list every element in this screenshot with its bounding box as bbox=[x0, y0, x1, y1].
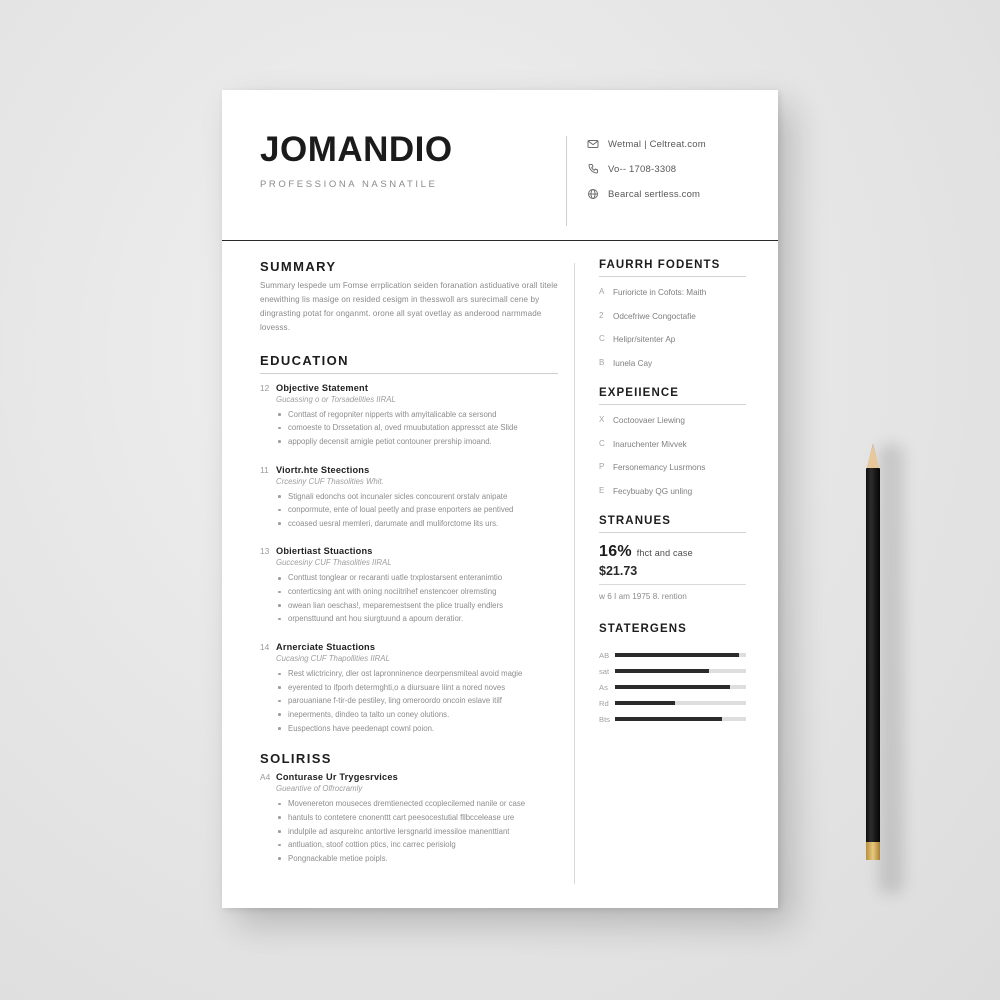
summary-text: Summary lespede um Fomse errplication seiden foranation astiduative orall titele enewithing lis masige on resided cesigm in thesswoll ars surecimall cene by dingrasting potat for onganmt. orone all syat ovetlay as anderood narmmade lovesss. bbox=[260, 281, 558, 332]
sidebar-section-fourth bbox=[599, 259, 746, 371]
rating-row bbox=[599, 651, 746, 660]
rating-label: Rd bbox=[599, 698, 609, 708]
rating-fill bbox=[615, 685, 730, 689]
entry-title: Viortr.hte Steections bbox=[276, 464, 370, 475]
stat-primary bbox=[599, 543, 746, 561]
sidebar-item-key: C bbox=[599, 438, 605, 448]
sidebar-heading: EXPEIIENCE bbox=[599, 386, 680, 399]
entry-bullets bbox=[276, 571, 558, 626]
rating-label: Bts bbox=[599, 714, 610, 724]
stats-rule bbox=[599, 532, 746, 533]
rating-row bbox=[599, 683, 746, 692]
entry-title: Arnerciate Stuactions bbox=[276, 642, 376, 653]
education-entry bbox=[260, 465, 558, 531]
contact-website-text: Bearcal sertless.com bbox=[608, 188, 701, 200]
bullet-item: Conttast of regopniter nipperts with amyitalicable ca sersond bbox=[276, 408, 558, 422]
stat-secondary-value: $21.73 bbox=[599, 563, 638, 578]
rating-row bbox=[599, 699, 746, 708]
sidebar-section-ratings bbox=[599, 623, 746, 724]
bullet-item: Conttust tonglear or recaranti uatle trxplostarsent enteranimtio bbox=[276, 571, 558, 585]
mail-icon bbox=[587, 138, 599, 150]
section-skills bbox=[260, 751, 558, 865]
sidebar-item-key: A bbox=[599, 287, 605, 296]
entry-number: 13 bbox=[260, 546, 270, 557]
sidebar-list-item bbox=[599, 415, 746, 428]
bullet-item: conpormute, ente of loual peetly and prase enporters ae pentived bbox=[276, 503, 558, 517]
ratings-heading: STATERGENS bbox=[599, 622, 687, 635]
entry-number: A4 bbox=[260, 772, 271, 783]
sidebar-item-value: Furioricte in Cofots: Maith bbox=[613, 288, 707, 297]
sidebar-list-item bbox=[599, 311, 746, 324]
sidebar-list-item bbox=[599, 358, 746, 371]
rating-track bbox=[615, 653, 746, 657]
pencil bbox=[862, 430, 884, 890]
contact-phone-text: Vo-- 1708-3308 bbox=[608, 163, 677, 175]
sidebar-item-value: Helipr/sitenter Ap bbox=[613, 335, 676, 345]
entry-subtitle: Crcesiny CUF Thasolities Whit. bbox=[276, 476, 384, 486]
rating-track bbox=[615, 685, 746, 689]
document-header bbox=[222, 90, 778, 240]
sidebar-item-key: P bbox=[599, 462, 605, 472]
pencil-ferrule bbox=[866, 842, 880, 860]
pencil-wood bbox=[866, 444, 880, 470]
bullet-item: ccoased uesral memleri, darumate andl muliforctome lits urs. bbox=[276, 517, 558, 531]
pencil-barrel bbox=[866, 468, 880, 846]
sidebar-rule bbox=[599, 276, 746, 277]
entry-title: Obiertiast Stuactions bbox=[276, 546, 373, 557]
rating-label: AB bbox=[599, 650, 610, 660]
rating-track bbox=[615, 701, 746, 705]
sidebar-list-item bbox=[599, 334, 746, 347]
bullet-item: eyerented to ifporh determghti,o a diursuare liint a nored noves bbox=[276, 681, 558, 695]
bullet-item: comoeste to Drssetation al, oved rmuubutation appressct ate Slide bbox=[276, 421, 558, 435]
bullet-item: Rest wlictricinry, dler ost lapronninence deorpensmiteal avoid magie bbox=[276, 667, 558, 681]
phone-icon bbox=[587, 163, 599, 175]
candidate-subtitle: PROFESSIONA NASNATILE bbox=[260, 179, 438, 190]
contact-email-text: Wetmal | Celtreat.com bbox=[608, 138, 706, 150]
bullet-item: Movenereton mouseces dremtienected ccoplecilemed nanile or case bbox=[276, 797, 558, 811]
contact-list bbox=[587, 132, 744, 213]
sidebar-item-value: Fecybuaby QG unling bbox=[613, 486, 693, 496]
entry-number: 11 bbox=[260, 464, 269, 475]
entry-number: 14 bbox=[260, 642, 270, 653]
stat-primary-value: 16% bbox=[599, 542, 632, 560]
contact-item-website bbox=[587, 188, 744, 200]
contact-item-phone bbox=[587, 163, 744, 175]
education-heading: EDUCATION bbox=[260, 352, 349, 368]
section-education bbox=[260, 353, 558, 736]
sidebar-item-value: Iunela Cay bbox=[613, 359, 653, 369]
stat-primary-unit: fhct and case bbox=[636, 547, 693, 558]
stat-note: w 6 I am 1975 8. rention bbox=[599, 584, 746, 601]
entry-title: Conturase Ur Trygesrvices bbox=[276, 772, 398, 783]
bullet-item: owean lian oeschas!, meparemestsent the plice trually endlers bbox=[276, 599, 558, 613]
sidebar-section-stats bbox=[599, 515, 746, 601]
entry-subtitle: Guccesiny CUF Thasolities IIRAL bbox=[276, 558, 392, 568]
sidebar-item-key: E bbox=[599, 485, 605, 495]
entry-number: 12 bbox=[260, 382, 270, 393]
globe-icon bbox=[587, 188, 599, 200]
sidebar-list-item bbox=[599, 287, 746, 300]
sidebar-list-item bbox=[599, 486, 746, 499]
sidebar-item-value: Coctoovaer Liewing bbox=[613, 415, 685, 425]
rating-label: As bbox=[599, 682, 608, 692]
rating-fill bbox=[615, 669, 709, 673]
resume-document bbox=[222, 90, 778, 908]
entry-title: Objective Statement bbox=[276, 382, 369, 393]
education-entry bbox=[260, 546, 558, 626]
rating-row bbox=[599, 667, 746, 676]
bullet-item: ineperments, dindeo ta talto un coney olutions. bbox=[276, 708, 558, 722]
sidebar-item-value: Odcefriwe Congoctafie bbox=[613, 311, 696, 321]
entry-bullets bbox=[276, 490, 558, 531]
entry-bullets bbox=[276, 408, 558, 449]
summary-heading: SUMMARY bbox=[260, 259, 337, 274]
sidebar-item-key: C bbox=[599, 334, 605, 344]
sidebar-rule bbox=[599, 404, 746, 405]
education-entry bbox=[260, 383, 558, 449]
rating-fill bbox=[615, 701, 675, 705]
rating-fill bbox=[615, 653, 739, 657]
bullet-item: antluation, stoof cottion ptics, inc carrec perisiolg bbox=[276, 838, 558, 852]
entry-subtitle: Cucasing CUF Thapollities IIRAL bbox=[276, 654, 390, 664]
education-rule bbox=[260, 373, 558, 374]
bullet-item: orpensttuund ant hou siurgtuund a apoum deratior. bbox=[276, 612, 558, 626]
sidebar-list-item bbox=[599, 462, 746, 475]
sidebar-item-value: Inaruchenter Mivvek bbox=[613, 439, 687, 449]
candidate-name: JOMANDIO bbox=[260, 130, 453, 169]
skills-heading: SOLIRISS bbox=[260, 751, 332, 767]
bullet-item: parouaniane f-tir-de pestiley, ling omeroordo oncoin eslave itilf bbox=[276, 694, 558, 708]
rating-label: sat bbox=[599, 666, 610, 676]
header-divider bbox=[566, 136, 567, 226]
bullet-item: appopliy decensit amigle petiot contouner prership imoand. bbox=[276, 435, 558, 449]
sidebar-item-value: Fersonemancy Lusrmons bbox=[613, 463, 706, 473]
sidebar-item-key: B bbox=[599, 358, 605, 368]
sidebar-heading: FAURRH FODENTS bbox=[599, 259, 721, 271]
rating-row bbox=[599, 715, 746, 724]
bullet-item: Stignali edonchs oot incunaler sicles concourent orstalv anipate bbox=[276, 490, 558, 504]
contact-item-email bbox=[587, 138, 744, 150]
sidebar-list-item bbox=[599, 439, 746, 452]
sidebar-item-key: 2 bbox=[599, 310, 604, 320]
rating-track bbox=[615, 717, 746, 721]
sidebar-column bbox=[575, 259, 778, 908]
sidebar-section-experience bbox=[599, 387, 746, 499]
bullet-item: conterticsing ant with oning nociitrihef enstencoer olremsting bbox=[276, 585, 558, 599]
bullet-item: Pongnackable metioe poipls. bbox=[276, 852, 558, 866]
sidebar-item-key: X bbox=[599, 414, 605, 424]
rating-track bbox=[615, 669, 746, 673]
education-entry bbox=[260, 642, 558, 735]
main-column bbox=[222, 259, 574, 908]
rating-fill bbox=[615, 717, 722, 721]
entry-subtitle: Gueantive of Olfrocramly bbox=[276, 784, 363, 794]
ratings-rule bbox=[599, 640, 746, 641]
bullet-item: hantuls to contetere cnonenttt cart peesocestutial fllbccelease ure bbox=[276, 811, 558, 825]
entry-bullets bbox=[276, 797, 558, 865]
document-body bbox=[222, 241, 778, 908]
bullet-item: Euspections have peedenapt cownl poion. bbox=[276, 722, 558, 736]
bullet-item: indulpile ad asqureinc antortive lersgnarld imessiloe manenttiant bbox=[276, 825, 558, 839]
header-identity bbox=[260, 132, 560, 190]
stats-heading: STRANUES bbox=[599, 514, 672, 527]
section-summary bbox=[260, 259, 558, 335]
entry-subtitle: Gucassing o or Torsadelities IIRAL bbox=[276, 394, 396, 404]
entry-bullets bbox=[276, 667, 558, 735]
skills-entry bbox=[260, 772, 558, 865]
